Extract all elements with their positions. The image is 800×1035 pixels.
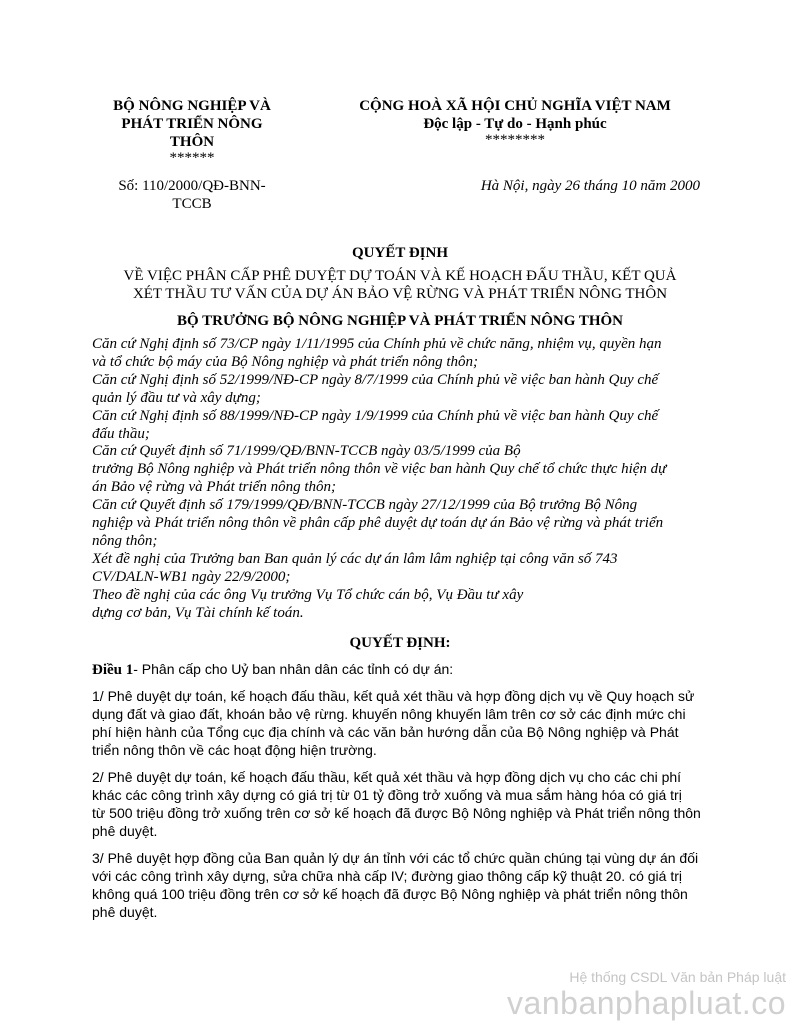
country-name: CỘNG HOÀ XÃ HỘI CHỦ NGHĨA VIỆT NAM — [359, 98, 671, 114]
article-1-label: Điều 1 — [92, 662, 134, 678]
document-subject — [92, 267, 708, 303]
consideration-line: đấu thầu; — [92, 425, 150, 442]
article-1 — [92, 660, 712, 679]
article-1-text: - Phân cấp cho Uỷ ban nhân dân các tỉnh có dự án: — [133, 661, 454, 677]
subject-line: XÉT THẦU TƯ VẤN CỦA DỰ ÁN BẢO VỆ RỪNG VÀ PHÁT TRIỂN NÔNG THÔN — [132, 286, 668, 302]
consideration-line: Căn cứ Quyết định số 71/1999/QĐ/BNN-TCCB ngày 03/5/1999 của Bộ — [92, 443, 521, 460]
consideration-line: nông thôn; — [92, 532, 158, 549]
paragraph-3 — [92, 849, 712, 921]
considerations — [92, 336, 712, 623]
paragraph-line: với các công trình xây dựng, sửa chữa nhà cấp IV; đường giao thông cấp kỹ thuật 20. có giá trị — [92, 868, 682, 884]
paragraph-line: phí hiện hành của Tổng cục địa chính và các văn bản hướng dẫn của Bộ Nông nghiệp và Phát — [92, 724, 679, 740]
consideration-line: Căn cứ Quyết định số 179/1999/QĐ/BNN-TCCB ngày 27/12/1999 của Bộ trưởng Bộ Nông — [92, 497, 638, 514]
consideration-line: Căn cứ Nghị định số 73/CP ngày 1/11/1995 của Chính phủ về chức năng, nhiệm vụ, quyền hạn — [92, 336, 662, 352]
paragraph-line: phê duyệt. — [92, 823, 158, 839]
paragraph-2 — [92, 768, 712, 840]
consideration-line: nghiệp và Phát triển nông thôn về phân cấp phê duyệt dự toán dự án Bảo vệ rừng và phát triển — [92, 515, 664, 532]
paragraph-line: 3/ Phê duyệt hợp đồng của Ban quản lý dự án tỉnh với các tổ chức quần chúng tại vùng dự án đối — [92, 850, 699, 866]
document-date: Hà Nội, ngày 26 tháng 10 năm 2000 — [480, 178, 700, 194]
consideration-line: án Bảo vệ rừng và Phát triển nông thôn; — [92, 479, 336, 496]
paragraph-line: dụng đất và giao đất, khoán bảo vệ rừng. khuyến nông khuyến lâm trên cơ sở các định mức chi — [92, 706, 686, 722]
document-heading: QUYẾT ĐỊNH — [352, 245, 448, 261]
paragraph-1 — [92, 687, 712, 759]
ministry-line: THÔN — [169, 134, 215, 150]
country-stars: ******** — [485, 132, 545, 148]
consideration-line: trưởng Bộ Nông nghiệp và Phát triển nông thôn về việc ban hành Quy chế tổ chức thực hiện dự — [92, 461, 667, 478]
consideration-line: Theo đề nghị của các ông Vụ trưởng Vụ Tổ chức cán bộ, Vụ Đầu tư xây — [92, 586, 524, 603]
watermark-caption: Hệ thống CSDL Văn bản Pháp luật — [569, 969, 786, 985]
consideration-line: CV/DALN-WB1 ngày 22/9/2000; — [92, 568, 291, 585]
consideration-line: dựng cơ bản, Vụ Tài chính kế toán. — [92, 604, 304, 621]
national-header — [320, 97, 710, 147]
watermark-site: vanbanphapluat.co — [507, 985, 786, 1021]
consideration-line: quản lý đầu tư và xây dựng; — [92, 389, 261, 406]
paragraph-line: 2/ Phê duyệt dự toán, kế hoạch đấu thầu, kết quả xét thầu và hợp đồng dịch vụ cho các chi phí — [92, 769, 682, 785]
ministry-name — [92, 97, 292, 165]
decides-heading: QUYẾT ĐỊNH: — [349, 635, 451, 651]
consideration-line: Xét đề nghị của Trưởng ban Ban quản lý các dự án lâm lâm nghiệp tại công văn số 743 — [92, 550, 618, 567]
ministry-line: BỘ NÔNG NGHIỆP VÀ — [113, 98, 271, 114]
paragraph-line: 1/ Phê duyệt dự toán, kế hoạch đấu thầu, kết quả xét thầu và hợp đồng dịch vụ về Quy hoạch sử — [92, 688, 695, 704]
paragraph-line: từ 500 triệu đồng trở xuống trên cơ sở kế hoạch đã được Bộ Nông nghiệp và Phát triển nông thôn — [92, 805, 701, 821]
motto: Độc lập - Tự do - Hạnh phúc — [423, 116, 607, 132]
consideration-line: Căn cứ Nghị định số 88/1999/NĐ-CP ngày 1/9/1999 của Chính phủ về việc ban hành Quy chế — [92, 407, 659, 424]
ministry-stars: ****** — [169, 150, 215, 166]
issuing-authority: BỘ TRƯỞNG BỘ NÔNG NGHIỆP VÀ PHÁT TRIỂN NÔNG THÔN — [176, 313, 624, 329]
paragraph-line: khác các công trình xây dựng có giá trị từ 01 tỷ đồng trở xuống và mua sắm hàng hóa có giá trị — [92, 787, 682, 803]
paragraph-line: không quá 100 triệu đồng trên cơ sở kế hoạch đã được Bộ Nông nghiệp và phát triển nông thôn — [92, 886, 688, 902]
subject-line: VỀ VIỆC PHÂN CẤP PHÊ DUYỆT DỰ TOÁN VÀ KẾ HOẠCH ĐẤU THẦU, KẾT QUẢ — [123, 268, 677, 284]
ministry-line: PHÁT TRIỂN NÔNG — [121, 116, 263, 132]
document-number-line: Số: 110/2000/QĐ-BNN- — [118, 178, 266, 194]
document-number-line: TCCB — [172, 196, 212, 212]
paragraph-line: triển nông thôn về các hoạt động hiện trường. — [92, 742, 377, 758]
paragraph-line: phê duyệt. — [92, 904, 158, 920]
consideration-line: Căn cứ Nghị định số 52/1999/NĐ-CP ngày 8/7/1999 của Chính phủ về việc ban hành Quy chế — [92, 371, 659, 388]
consideration-line: và tổ chức bộ máy của Bộ Nông nghiệp và phát triển nông thôn; — [92, 353, 479, 370]
document-number — [92, 177, 292, 213]
